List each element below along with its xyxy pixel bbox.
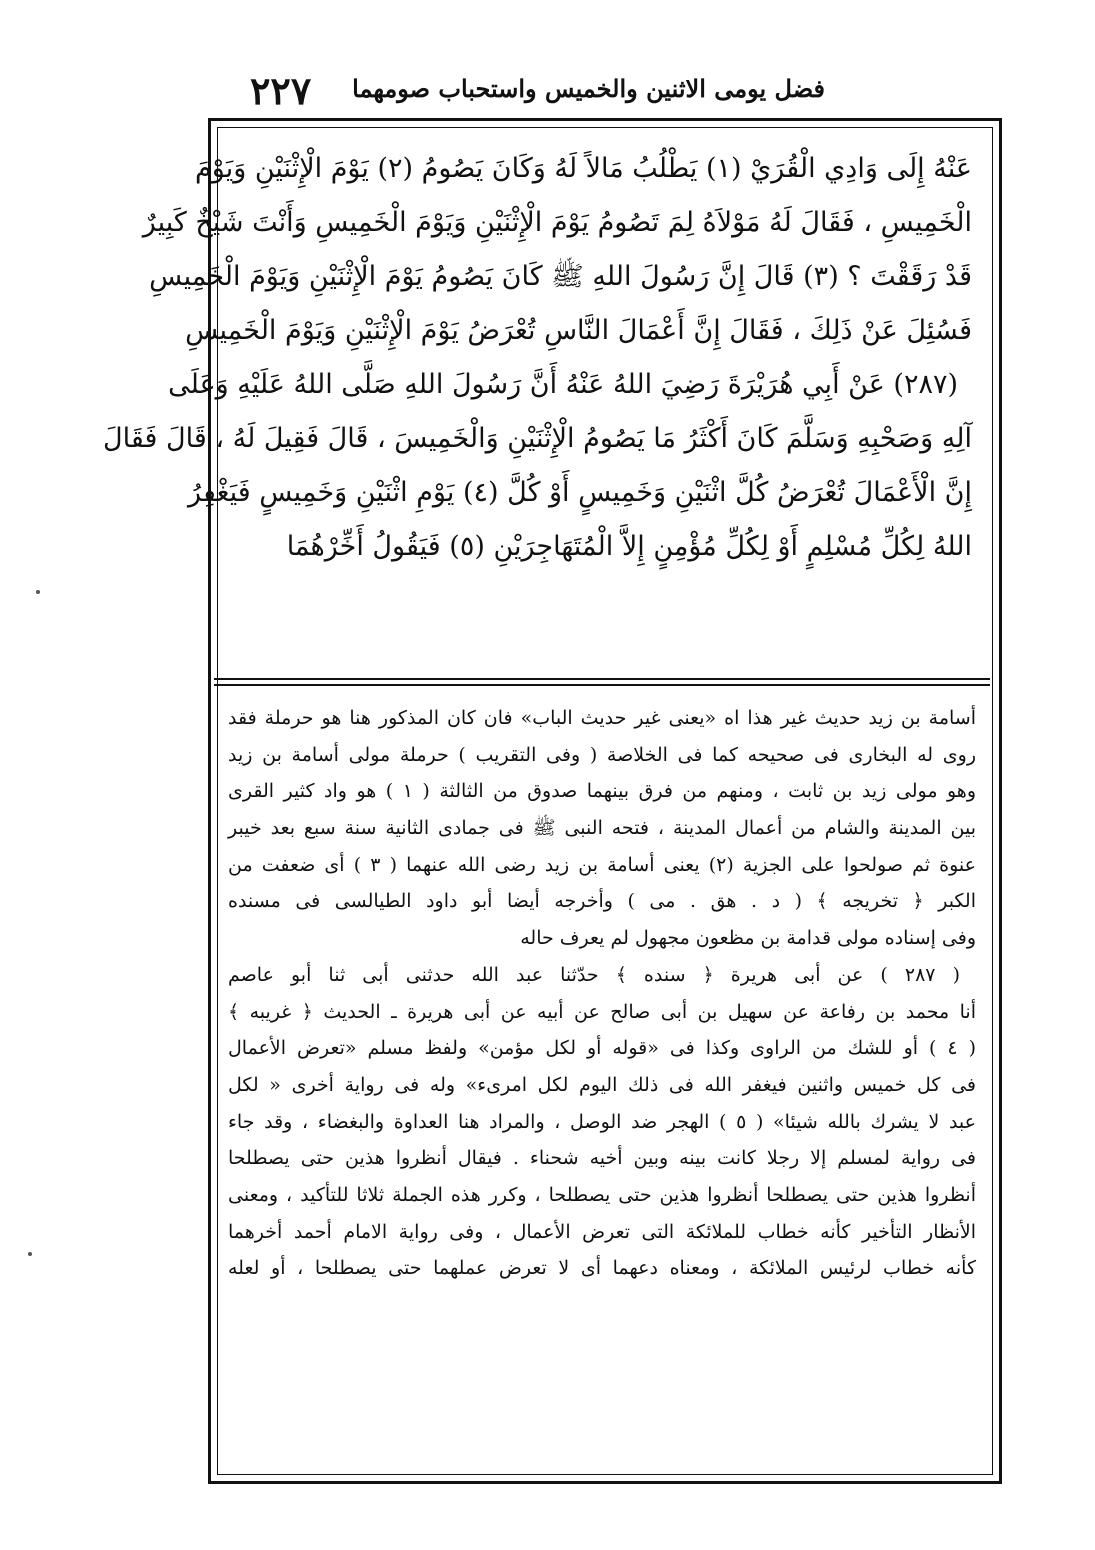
hadith-line: عَنْهُ إِلَى وَادِي الْقُرَيْ (١) يَطْلُبُ مَالاً لَهُ وَكَانَ يَصُومُ (٢) يَوْمَ الْإِثْنَيْنِ وَيَوْمَ (195, 153, 972, 184)
section-divider (214, 678, 990, 686)
hadith-line: اللهُ لِكُلِّ مُسْلِمٍ أَوْ لِكُلِّ مُؤْمِنٍ إِلاَّ الْمُتَهَاجِرَيْنِ (٥) فَيَقُولُ أَخِّرْهُمَا (286, 531, 972, 562)
scan-speck (28, 1252, 32, 1256)
footnote-line: روى له البخارى فى صحيحه كما فى الخلاصة ( وفى التقريب ) حرملة مولى أسامة بن زيد (228, 743, 976, 766)
footnote-line: أنا محمد بن رفاعة عن سهيل بن أبى صالح عن أبيه عن أبى هريرة ـ الحديث ﴿ غريبه ﴾ (228, 1000, 976, 1023)
hadith-line: الْخَمِيسِ ، فَقَالَ لَهُ مَوْلاَهُ لِمَ تَصُومُ يَوْمَ الْإِثْنَيْنِ وَيَوْمَ الْخَمِيسِ وَأَنْتَ شَيْخٌ كَبِيرٌ (142, 207, 972, 238)
footnote-line: وفى إسناده مولى قدامة بن مظعون مجهول لم يعرف حاله (520, 927, 976, 950)
footnote-line: ( ٢٨٧ ) عن أبى هريرة ﴿ سنده ﴾ حدّثنا عبد الله حدثنى أبى ثنا أبو عاصم (228, 963, 960, 986)
hadith-line: (٢٨٧) عَنْ أَبِي هُرَيْرَةَ رَضِيَ اللهُ عَنْهُ أَنَّ رَسُولَ اللهِ صَلَّى اللهُ عَلَيْهِ وَعَلَى (168, 369, 958, 400)
footnote-line: بين المدينة والشام من أعمال المدينة ، فتحه النبى ﷺ فى جمادى الثانية سنة سبع بعد خيبر (228, 817, 976, 840)
scan-speck (36, 590, 40, 594)
footnote-line: وهو مولى زيد بن ثابت ، ومنهم من فرق بينهما صدوق من الثالثة ( ١ ) هو واد كثير القرى (228, 780, 977, 803)
hadith-text (103, 142, 972, 574)
commentary-footnotes (228, 700, 976, 1287)
page-number: ٢٢٧ (250, 68, 312, 113)
hadith-line: إِنَّ الْأَعْمَالَ تُعْرَضُ كُلَّ اثْنَيْنِ وَخَمِيسٍ أَوْ كُلَّ (٤) يَوْمِ اثْنَيْنِ وَخَمِيسٍ فَيَغْفِرُ (188, 477, 972, 508)
hadith-line: آلِهِ وَصَحْبِهِ وَسَلَّمَ كَانَ أَكْثَرُ مَا يَصُومُ الْإِثْنَيْنِ وَالْخَمِيسَ ، قَالَ فَقِيلَ لَهُ ، قَالَ فَقَالَ (103, 423, 972, 454)
running-title: فضل يومى الاثنين والخميس واستحباب صومهما (352, 74, 825, 103)
footnote-line: عنوة ثم صولحوا على الجزية (٢) يعنى أسامة بن زيد رضى الله عنهما ( ٣ ) أى ضعفت من (228, 853, 976, 876)
footnote-line: عبد لا يشرك بالله شيئا» ( ٥ ) الهجر ضد الوصل ، والمراد هنا العداوة والبغضاء ، وقد جاء (228, 1110, 976, 1133)
footnote-line: كأنه خطاب لرئيس الملائكة ، ومعناه دعهما أى لا تعرض عملهما حتى يصطلحا ، أو لعله (228, 1257, 976, 1280)
footnote-line: فى كل خميس واثنين فيغفر الله فى ذلك اليوم لكل امرىء» وله فى رواية أخرى « لكل (228, 1073, 976, 1096)
footnote-line: ( ٤ ) أو للشك من الراوى وكذا فى «قوله أو لكل مؤمن» ولفظ مسلم «تعرض الأعمال (228, 1037, 977, 1060)
footnote-line: الكبر ﴿ تخريجه ﴾ ( د . هق . مى ) وأخرجه أيضا أبو داود الطيالسى فى مسنده (228, 890, 976, 913)
hadith-line: فَسُئِلَ عَنْ ذَلِكَ ، فَقَالَ إِنَّ أَعْمَالَ النَّاسِ تُعْرَضُ يَوْمَ الْإِثْنَيْنِ وَيَوْمَ الْخَمِيسِ (185, 315, 972, 346)
footnote-line: أنظروا هذين حتى يصطلحا أنظروا هذين حتى يصطلحا ، وكرر هذه الجملة ثلاثا للتأكيد ، ومعنى (228, 1183, 976, 1206)
footnote-line: أسامة بن زيد حديث غير هذا اه «يعنى غير حديث الباب» فان كان المذكور هنا هو حرملة فقد (228, 707, 976, 729)
hadith-line: قَدْ رَقَقْتَ ؟ (٣) قَالَ إِنَّ رَسُولَ اللهِ ﷺ كَانَ يَصُومُ يَوْمَ الْإِثْنَيْنِ وَيَوْمَ الْخَمِيسِ (149, 261, 972, 292)
footnote-line: الأنظار التأخير كأنه خطاب للملائكة التى تعرض الأعمال ، وفى رواية الامام أحمد أخرهما (228, 1220, 976, 1243)
footnote-line: فى رواية لمسلم إلا رجلا كانت بينه وبين أخيه شحناء . فيقال أنظروا هذين حتى يصطلحا (228, 1147, 976, 1170)
